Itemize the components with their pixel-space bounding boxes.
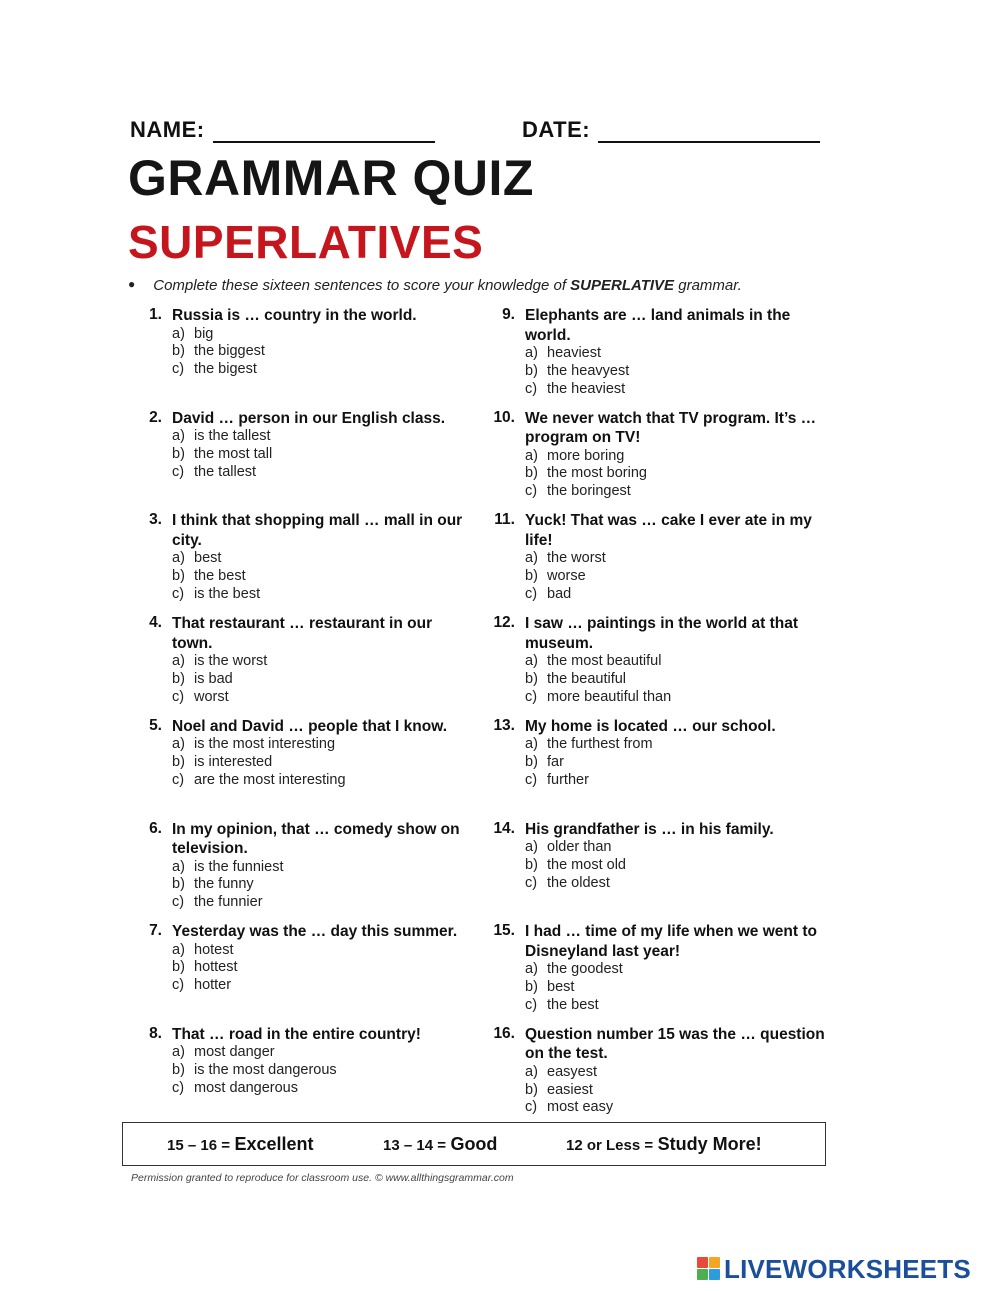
option-text: bad xyxy=(547,585,572,602)
answer-option[interactable] xyxy=(172,736,466,754)
option-letter: c) xyxy=(525,688,538,705)
option-letter: a) xyxy=(172,736,185,753)
question-number: 3. xyxy=(149,511,162,529)
option-letter: b) xyxy=(525,754,538,771)
option-text: the bigest xyxy=(194,361,257,378)
option-text: worse xyxy=(547,568,586,585)
option-letter: b) xyxy=(172,876,185,893)
option-text: hottest xyxy=(194,959,238,976)
option-text: best xyxy=(547,978,575,995)
option-text: the best xyxy=(547,996,599,1013)
option-text: the oldest xyxy=(547,874,610,891)
question-text: That … road in the entire country! xyxy=(172,1025,421,1043)
option-letter: b) xyxy=(172,568,185,585)
name-field[interactable] xyxy=(130,117,435,143)
option-letter: a) xyxy=(172,550,185,567)
answer-option[interactable] xyxy=(172,428,466,446)
answer-option[interactable] xyxy=(525,754,834,772)
instruction-keyword: SUPERLATIVE xyxy=(570,277,675,294)
option-text: the most tall xyxy=(194,445,273,462)
option-letter: b) xyxy=(525,856,538,873)
date-label: DATE: xyxy=(522,117,591,142)
question-number: 13. xyxy=(493,716,515,734)
option-letter: c) xyxy=(525,874,538,891)
question-text: Noel and David … people that I know. xyxy=(172,717,448,735)
question-item xyxy=(489,511,834,603)
score-range: 12 or Less = xyxy=(566,1137,654,1154)
answer-option[interactable] xyxy=(172,361,466,379)
answer-option[interactable] xyxy=(525,997,834,1015)
answer-option[interactable] xyxy=(172,343,466,361)
answer-option[interactable] xyxy=(525,736,834,754)
question-number: 1. xyxy=(149,306,162,323)
question-item xyxy=(136,922,466,995)
option-text: most easy xyxy=(547,1099,614,1116)
option-letter: c) xyxy=(172,463,185,480)
question-number: 12. xyxy=(493,614,515,632)
option-letter: b) xyxy=(525,568,538,585)
option-text: most danger xyxy=(194,1044,275,1061)
option-text: worst xyxy=(194,688,229,705)
option-letter: c) xyxy=(525,380,538,397)
question-item xyxy=(136,820,466,912)
option-letter: b) xyxy=(525,465,538,482)
answer-option[interactable] xyxy=(172,772,466,790)
question-number: 5. xyxy=(149,716,162,734)
option-text: hotest xyxy=(194,941,234,958)
question-text: Yuck! That was … cake I ever ate in my life! xyxy=(525,512,812,549)
answer-option[interactable] xyxy=(525,839,834,857)
brand-name: LIVEWORKSHEETS xyxy=(724,1254,971,1284)
question-text: David … person in our English class. xyxy=(172,409,446,427)
page-title: GRAMMAR QUIZ xyxy=(128,150,534,206)
answer-option[interactable] xyxy=(172,1044,466,1062)
option-letter: a) xyxy=(172,858,185,875)
option-letter: c) xyxy=(172,771,185,788)
option-letter: c) xyxy=(525,771,538,788)
score-range: 13 – 14 = xyxy=(383,1137,446,1154)
question-item xyxy=(136,306,466,379)
option-letter: a) xyxy=(172,653,185,670)
answer-option[interactable] xyxy=(525,772,834,790)
date-field[interactable] xyxy=(522,117,820,143)
option-text: the funny xyxy=(194,876,254,893)
question-number: 4. xyxy=(149,614,162,632)
option-text: is the most interesting xyxy=(194,736,336,753)
option-text: the beautiful xyxy=(547,670,627,687)
answer-option[interactable] xyxy=(525,363,834,381)
option-text: best xyxy=(194,550,222,567)
answer-option[interactable] xyxy=(525,448,834,466)
question-item xyxy=(136,511,466,603)
question-text: I think that shopping mall … mall in our city. xyxy=(172,512,463,549)
score-range: 15 – 16 = xyxy=(167,1137,230,1154)
logo-block xyxy=(709,1257,720,1268)
question-text: My home is located … our school. xyxy=(525,717,776,735)
answer-option[interactable] xyxy=(525,875,834,893)
option-letter: b) xyxy=(172,959,185,976)
option-text: older than xyxy=(547,839,612,855)
option-text: the furthest from xyxy=(547,736,653,753)
question-number: 9. xyxy=(502,306,515,323)
option-letter: c) xyxy=(172,361,185,378)
question-number: 14. xyxy=(493,819,515,837)
instruction-text: Complete these sixteen sentences to score your knowledge of xyxy=(153,277,571,294)
answer-option[interactable] xyxy=(172,942,466,960)
question-item xyxy=(489,1025,834,1117)
option-text: the most old xyxy=(547,856,626,873)
option-letter: c) xyxy=(172,977,185,994)
option-letter: a) xyxy=(172,1044,185,1061)
option-letter: b) xyxy=(172,445,185,462)
logo-block xyxy=(709,1269,720,1280)
bullet-icon: ● xyxy=(128,277,136,291)
question-item xyxy=(136,1025,466,1098)
question-text: In my opinion, that … comedy show on television. xyxy=(172,820,460,857)
score-study-more xyxy=(566,1134,762,1155)
question-item xyxy=(136,614,466,706)
question-text: That restaurant … restaurant in our town. xyxy=(172,615,433,652)
option-letter: a) xyxy=(525,653,538,670)
date-blank[interactable] xyxy=(598,121,820,143)
option-letter: b) xyxy=(525,670,538,687)
question-number: 6. xyxy=(149,819,162,837)
option-text: is the funniest xyxy=(194,858,284,875)
instruction-text-end: grammar. xyxy=(674,277,742,294)
option-text: is the best xyxy=(194,585,261,602)
score-excellent xyxy=(167,1134,313,1155)
option-letter: c) xyxy=(172,585,185,602)
option-letter: a) xyxy=(525,447,538,464)
answer-option[interactable] xyxy=(525,689,834,707)
answer-option[interactable] xyxy=(172,977,466,995)
option-text: the worst xyxy=(547,550,606,567)
question-item xyxy=(489,614,834,706)
answer-option[interactable] xyxy=(172,959,466,977)
answer-option[interactable] xyxy=(525,1099,834,1117)
option-letter: c) xyxy=(525,996,538,1013)
name-label: NAME: xyxy=(130,117,205,142)
answer-option[interactable] xyxy=(172,568,466,586)
option-text: is the worst xyxy=(194,653,268,670)
answer-option[interactable] xyxy=(172,586,466,604)
score-label: Excellent xyxy=(234,1134,314,1154)
liveworksheets-logo-icon xyxy=(697,1257,721,1281)
option-letter: c) xyxy=(525,483,538,500)
answer-option[interactable] xyxy=(525,961,834,979)
question-item xyxy=(489,306,834,398)
option-letter: a) xyxy=(172,941,185,958)
answer-option[interactable] xyxy=(172,894,466,912)
option-text: the biggest xyxy=(194,343,265,360)
option-text: easyest xyxy=(547,1063,597,1080)
answer-option[interactable] xyxy=(525,483,834,501)
question-item xyxy=(136,717,466,790)
answer-option[interactable] xyxy=(525,1082,834,1100)
instructions xyxy=(128,277,742,294)
option-text: the most beautiful xyxy=(547,653,662,670)
option-letter: b) xyxy=(172,343,185,360)
answer-option[interactable] xyxy=(525,465,834,483)
question-number: 10. xyxy=(493,408,515,426)
answer-option[interactable] xyxy=(525,345,834,363)
answer-option[interactable] xyxy=(525,586,834,604)
score-label: Study More! xyxy=(657,1134,762,1154)
answer-option[interactable] xyxy=(172,464,466,482)
answer-option[interactable] xyxy=(172,326,466,344)
question-number: 15. xyxy=(493,922,515,940)
option-letter: a) xyxy=(525,839,538,855)
option-letter: a) xyxy=(172,428,185,445)
option-text: is the most dangerous xyxy=(194,1062,337,1079)
answer-option[interactable] xyxy=(172,876,466,894)
answer-option[interactable] xyxy=(172,689,466,707)
logo-block xyxy=(697,1257,708,1268)
option-letter: b) xyxy=(172,754,185,771)
answer-option[interactable] xyxy=(525,671,834,689)
question-item xyxy=(489,409,834,501)
question-text: Yesterday was the … day this summer. xyxy=(172,923,458,941)
answer-option[interactable] xyxy=(525,857,834,875)
question-item xyxy=(489,922,834,1014)
option-text: further xyxy=(547,771,589,788)
option-text: the most boring xyxy=(547,465,647,482)
question-item xyxy=(136,409,466,482)
answer-option[interactable] xyxy=(172,1080,466,1098)
question-text: Russia is … country in the world. xyxy=(172,307,417,324)
question-text: Question number 15 was the … question on the test. xyxy=(525,1025,825,1063)
option-letter: a) xyxy=(525,345,538,361)
option-text: the heavyest xyxy=(547,362,630,379)
answer-option[interactable] xyxy=(525,1064,834,1082)
question-number: 16. xyxy=(493,1024,515,1042)
answer-option[interactable] xyxy=(172,859,466,877)
option-letter: b) xyxy=(525,1081,538,1098)
question-text: His grandfather is … in his family. xyxy=(525,820,774,838)
option-text: is the tallest xyxy=(194,428,271,445)
answer-option[interactable] xyxy=(172,671,466,689)
score-label: Good xyxy=(450,1134,498,1154)
option-letter: b) xyxy=(525,362,538,379)
option-letter: a) xyxy=(525,736,538,753)
option-letter: c) xyxy=(525,585,538,602)
score-good xyxy=(383,1134,497,1155)
option-text: is bad xyxy=(194,670,233,687)
answer-option[interactable] xyxy=(172,653,466,671)
question-item xyxy=(489,717,834,790)
page-subtitle: SUPERLATIVES xyxy=(128,216,484,268)
option-text: far xyxy=(547,754,564,771)
option-text: the tallest xyxy=(194,463,257,480)
option-text: the best xyxy=(194,568,246,585)
option-text: most dangerous xyxy=(194,1079,298,1096)
option-letter: c) xyxy=(172,1079,185,1096)
question-number: 2. xyxy=(149,408,162,426)
answer-option[interactable] xyxy=(172,1062,466,1080)
question-number: 11. xyxy=(494,511,515,529)
answer-option[interactable] xyxy=(525,568,834,586)
option-letter: a) xyxy=(525,1063,538,1080)
option-text: the heaviest xyxy=(547,380,626,397)
permission-note: Permission granted to reproduce for classroom use. © www.allthingsgrammar.com xyxy=(131,1172,514,1184)
option-text: the goodest xyxy=(547,961,623,978)
option-letter: a) xyxy=(172,325,185,342)
question-text: Elephants are … land animals in the world. xyxy=(525,307,791,344)
option-text: heaviest xyxy=(547,345,602,361)
question-text: I had … time of my life when we went to Disneyland last year! xyxy=(525,923,817,960)
option-text: easiest xyxy=(547,1081,593,1098)
option-text: more beautiful than xyxy=(547,688,672,705)
question-text: We never watch that TV program. It’s … program on TV! xyxy=(525,409,817,447)
option-letter: b) xyxy=(172,1062,185,1079)
option-text: are the most interesting xyxy=(194,771,346,788)
name-date-row xyxy=(130,117,830,147)
option-letter: c) xyxy=(172,894,185,911)
logo-block xyxy=(697,1269,708,1280)
option-text: hotter xyxy=(194,977,232,994)
option-letter: c) xyxy=(525,1099,538,1116)
option-text: the funnier xyxy=(194,894,263,911)
answer-option[interactable] xyxy=(172,754,466,772)
answer-option[interactable] xyxy=(525,550,834,568)
option-text: is interested xyxy=(194,754,273,771)
option-text: big xyxy=(194,325,214,342)
option-text: the boringest xyxy=(547,483,631,500)
option-letter: b) xyxy=(525,978,538,995)
question-number: 8. xyxy=(149,1024,162,1042)
option-letter: a) xyxy=(525,961,538,978)
answer-option[interactable] xyxy=(525,979,834,997)
option-letter: c) xyxy=(172,688,185,705)
option-letter: b) xyxy=(172,670,185,687)
answer-option[interactable] xyxy=(525,653,834,671)
answer-option[interactable] xyxy=(172,550,466,568)
answer-option[interactable] xyxy=(525,381,834,399)
question-item xyxy=(489,820,834,893)
answer-option[interactable] xyxy=(172,446,466,464)
option-letter: a) xyxy=(525,550,538,567)
question-number: 7. xyxy=(149,922,162,940)
scoring-box xyxy=(122,1122,826,1166)
name-blank[interactable] xyxy=(213,121,435,143)
option-text: more boring xyxy=(547,447,625,464)
question-text: I saw … paintings in the world at that museum. xyxy=(525,615,798,652)
